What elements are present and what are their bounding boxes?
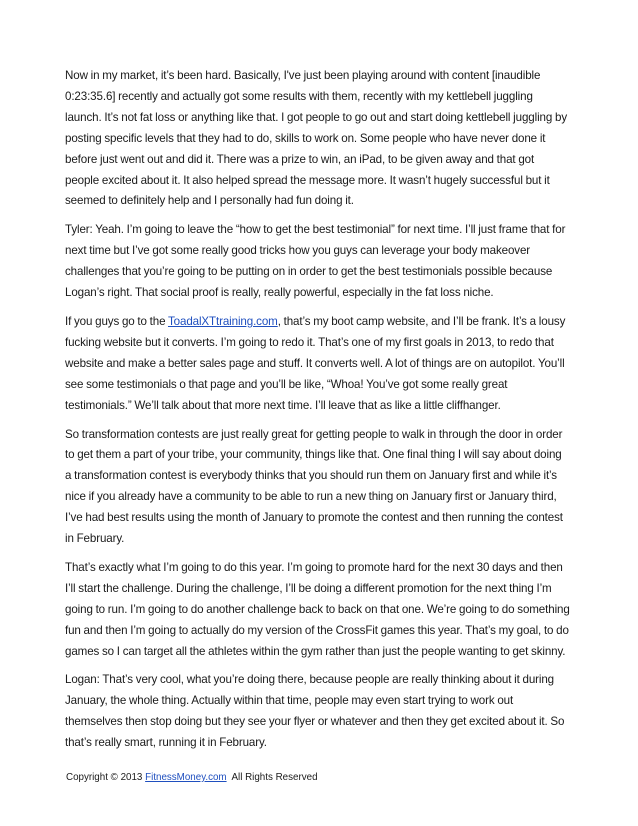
fitnessmoney-link[interactable]: FitnessMoney.com	[145, 772, 227, 783]
paragraph-text-before-link: If you guys go to the	[65, 314, 168, 328]
paragraph-bootcamp-website	[65, 312, 570, 417]
toadalxt-website-link[interactable]: ToadalXTtraining.com	[167, 314, 278, 328]
page-footer	[66, 771, 318, 785]
paragraph-tyler-testimonial: Tyler: Yeah. I’m going to leave the “how to get the best testimonial” for next time. I’ll just frame that for next time but I’ve got some really good tricks how you guys can leverage your body makeover challenges that you’re going to be putting on in order to get the best testimonials possible because Logan’s right. That social proof is really, really powerful, especially in the fat loss niche.	[65, 223, 566, 300]
paragraph-text-after-link: , that’s my boot camp website, and I’ll be frank. It’s a lousy fucking website but it converts. I’m going to redo it. That’s one of my first goals in 2013, to redo that website and make a better sales page and stuff. It converts well. A lot of things are on autopilot. You’ll see some testimonials o that page and you’ll be like, “Whoa! You’ve got some really great testimonials.” We’ll talk about that more next time. I’ll leave that as like a little cliffhanger.	[65, 314, 566, 412]
paragraph-promotion-plan: That’s exactly what I’m going to do this year. I’m going to promote hard for the next 30 days and then I’ll start the challenge. During the challenge, I’ll be doing a different promotion for the next thing I’m going to run. I’m going to do another challenge back to back on that one. We’re going to do something fun and then I’m going to actually do my version of the CrossFit games this year. That’s my goal, to do games so I can target all the athletes within the gym rather than just the people wanting to get skinny.	[65, 560, 570, 658]
paragraph-kettlebell-juggling: Now in my market, it’s been hard. Basically, I've just been playing around with content [inaudible 0:23:35.6] recently and actually got some results with them, recently with my kettlebell juggling launch. It’s not fat loss or anything like that. I got people to go out and start doing kettlebell juggling by posting specific levels that they had to do, skills to work on. Some people who have never done it before just went out and did it. There was a prize to win, an iPad, to be given away and that got people excited about it. It also helped spread the message more. It wasn’t hugely successful but it seemed to definitely help and I personally had fun doing it.	[65, 69, 567, 208]
paragraph-logan-february: Logan: That’s very cool, what you’re doing there, because people are really thinking about it during January, the whole thing. Actually within that time, people may even start trying to work out themselves then stop doing but they see your flyer or whatever and then they get excited about it. So that’s really smart, running it in February.	[65, 673, 565, 750]
footer-copyright-prefix: Copyright © 2013	[66, 772, 146, 783]
footer-rights-suffix: All Rights Reserved	[226, 772, 318, 783]
transcript-body	[65, 66, 570, 762]
paragraph-transformation-contests: So transformation contests are just really great for getting people to walk in through the door in order to get them a part of your tribe, your community, things like that. One final thing I will say about doing a transformation contest is everybody thinks that you should run them on January first and while it’s nice if you already have a community to be able to run a new thing on January first or January third, I’ve had best results using the month of January to promote the contest and then running the contest in February.	[65, 427, 563, 546]
